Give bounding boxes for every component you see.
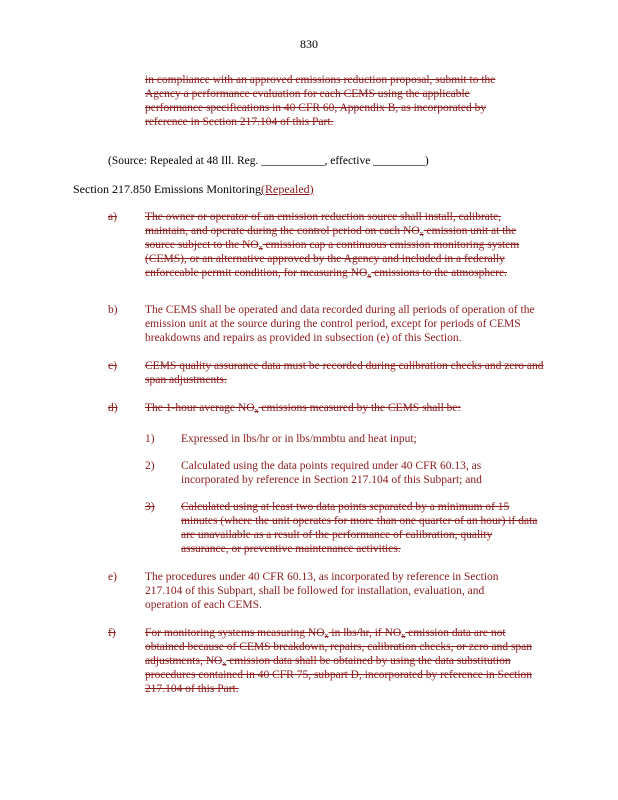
- text-part: emission data are not obtained because of CEMS breakdown, repairs, calibration checks, or zero and span adjustments, NO: [145, 627, 533, 667]
- subsection-b-text: The CEMS shall be operated and data recorded during all periods of operation of the emission unit at the source during the control period, except for periods of CEMS breakdowns and repairs as provided in subsection (e) of this Section.: [145, 304, 535, 344]
- section-heading: [73, 182, 314, 196]
- item-3-text: Calculated using at least two data points separated by a minimum of 15 minutes (where the unit operates for more than one quarter of an hour) if data are unavailable as a result of the performance of calibration, quality assurance, or preventive maintenance activities.: [181, 501, 538, 555]
- inserted-repealed: (Repealed): [261, 182, 314, 196]
- subscript: x: [324, 631, 329, 640]
- subscript: x: [222, 659, 227, 668]
- subscript: x: [258, 243, 263, 252]
- subsection-c-text: CEMS quality assurance data must be recorded during calibration checks and zero and span adjustments.: [145, 360, 544, 386]
- text-part: emission cap a continuous emission monitoring system (CEMS), or an alternative approved by the Agency and included in a federally enforceable permit condition, for measuring NO: [145, 239, 520, 279]
- subscript: x: [419, 229, 424, 238]
- subsection-d-label: d): [108, 402, 118, 414]
- subscript: x: [367, 271, 372, 280]
- text-part: The 1-hour average NO: [145, 402, 255, 414]
- item-1-label: 1): [145, 433, 155, 445]
- subscript: x: [401, 631, 406, 640]
- subsection-a-text: [145, 210, 530, 280]
- text-part: in lbs/hr, if NO: [328, 627, 402, 639]
- page-number: 830: [300, 37, 318, 51]
- text-part: emission unit at the source subject to the NO: [145, 225, 517, 251]
- subsection-e-label: e): [108, 571, 117, 583]
- item-2-text: Calculated using the data points required under 40 CFR 60.13, as incorporated by reference in Section 217.104 of this Subpart; and: [181, 460, 482, 486]
- text-part: For monitoring systems measuring NO: [145, 627, 325, 639]
- text-part: emissions measured by the CEMS shall be:: [258, 402, 461, 414]
- section-title: Section 217.850 Emissions Monitoring: [73, 182, 262, 196]
- text-part: emission data shall be obtained by using the data substitution procedures contained in 40 CFR 75, subpart D, incorporated by reference in Section 217.104 of this Part.: [145, 655, 533, 695]
- subsection-b-label: b): [108, 304, 118, 316]
- subsection-a-label: a): [108, 211, 117, 223]
- item-1-text: Expressed in lbs/hr or in lbs/mmbtu and heat input;: [181, 433, 417, 445]
- text-part: The owner or operator of an emission reduction source shall install, calibrate, maintain, and operate during the control period on each NO: [145, 211, 502, 237]
- item-3-label: 3): [145, 501, 155, 513]
- subsection-d-text: [145, 401, 525, 415]
- subscript: x: [254, 406, 259, 415]
- item-2-label: 2): [145, 460, 155, 472]
- subsection-f-text: [145, 626, 535, 696]
- source-note: (Source: Repealed at 48 Ill. Reg. ___________, effective _________): [108, 155, 429, 167]
- intro-paragraph: in compliance with an approved emissions reduction proposal, submit to the Agency a performance evaluation for each CEMS using the applicable performance specifications in 40 CFR 60, Appendix B, as incorporated by reference in Section 217.104 of this Part.: [145, 74, 496, 128]
- subsection-e-text: The procedures under 40 CFR 60.13, as incorporated by reference in Section 217.104 of this Subpart, shall be followed for installation, evaluation, and operation of each CEMS.: [145, 571, 499, 611]
- subsection-c-label: c): [108, 360, 117, 372]
- subsection-f-label: f): [108, 627, 116, 639]
- text-part: emissions to the atmosphere.: [371, 267, 508, 279]
